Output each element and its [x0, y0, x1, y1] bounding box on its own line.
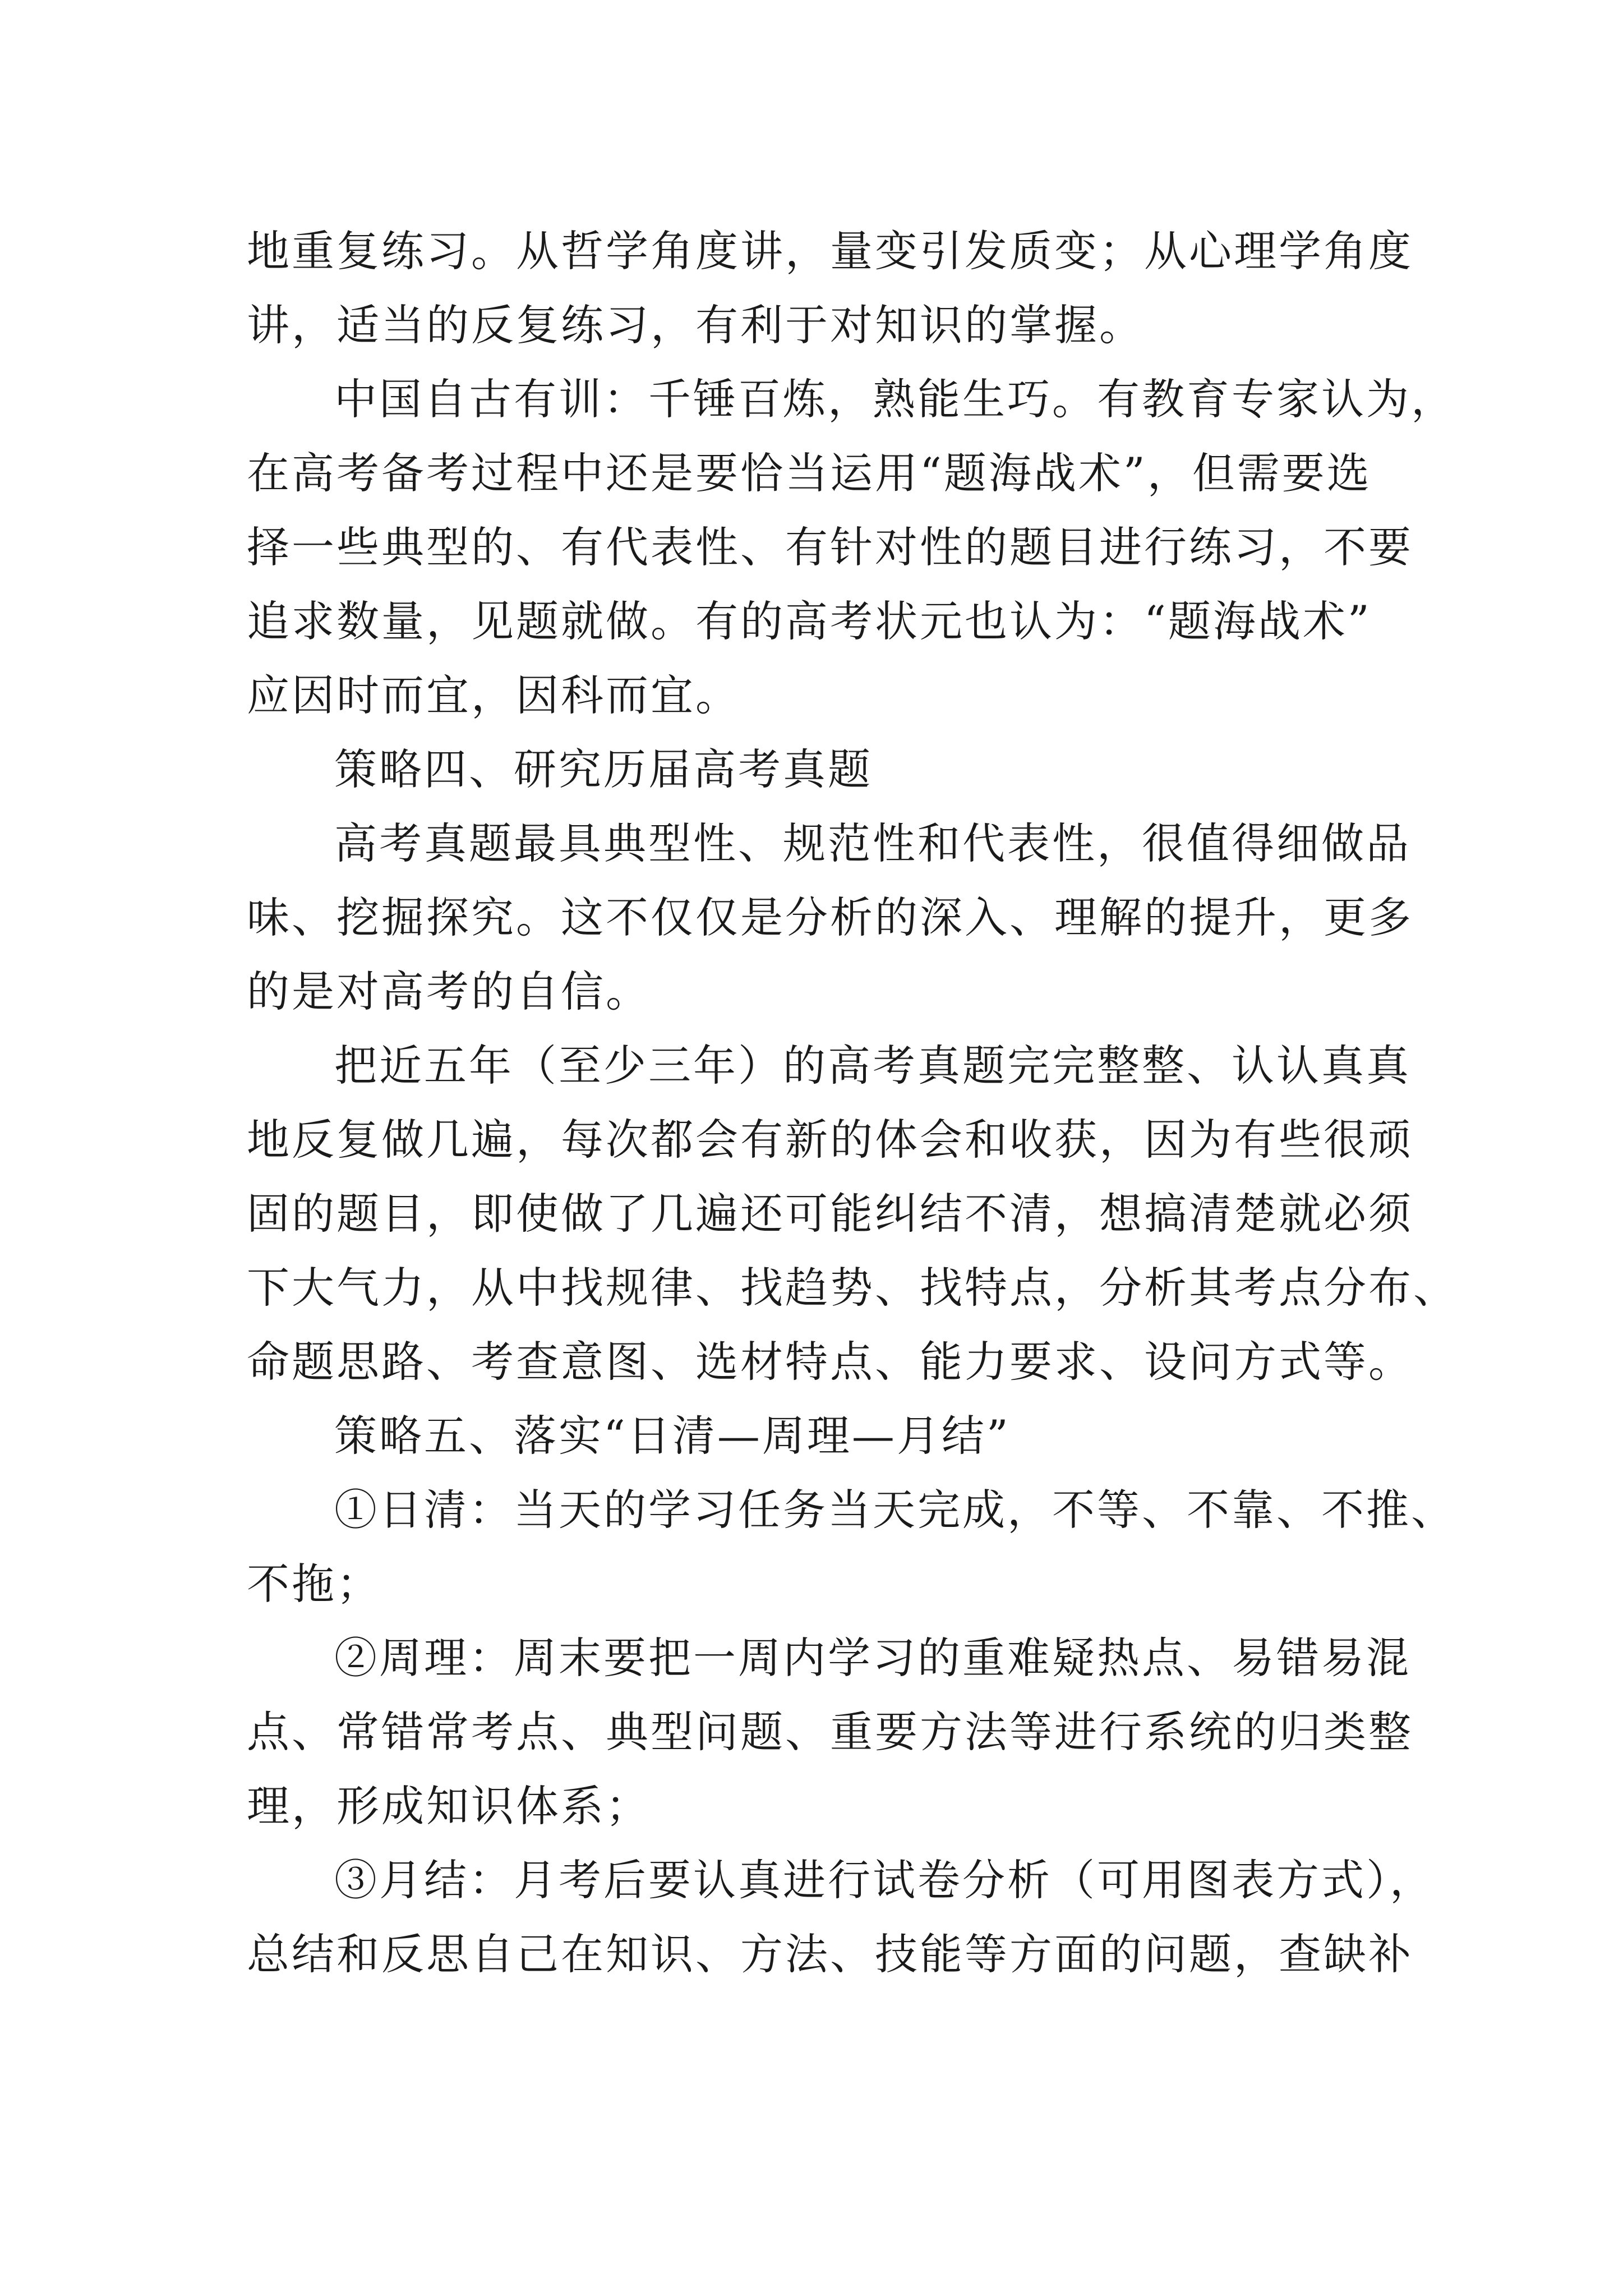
text-line: 总结和反思自己在知识、方法、技能等方面的问题，查缺补: [247, 1929, 1413, 1979]
paragraph-start-line: 把近五年（至少三年）的高考真题完完整整、认认真真: [334, 1041, 1411, 1091]
text-line: 追求数量，见题就做。有的高考状元也认为：“题海战术”: [247, 596, 1372, 646]
text-line: 在高考备考过程中还是要恰当运用“题海战术”，但需要选: [247, 448, 1372, 498]
text-line: 下大气力，从中找规律、找趋势、找特点，分析其考点分布、: [247, 1263, 1458, 1313]
text-line: 味、挖掘探究。这不仅仅是分析的深入、理解的提升，更多: [247, 892, 1413, 942]
text-line: 地反复做几遍，每次都会有新的体会和收获，因为有些很顽: [247, 1115, 1413, 1165]
paragraph-start-line: 高考真题最具典型性、规范性和代表性，很值得细做品: [334, 818, 1411, 868]
section-heading: 策略四、研究历届高考真题: [334, 744, 873, 794]
list-item-daily: ①日清：当天的学习任务当天完成，不等、不靠、不推、: [334, 1485, 1456, 1535]
text-line: 固的题目，即使做了几遍还可能纠结不清，想搞清楚就必须: [247, 1189, 1413, 1239]
text-line: 不拖；: [247, 1559, 381, 1609]
list-item-weekly: ②周理：周末要把一周内学习的重难疑热点、易错易混: [334, 1633, 1411, 1683]
text-line: 点、常错常考点、典型问题、重要方法等进行系统的归类整: [247, 1707, 1413, 1757]
section-heading: 策略五、落实“日清—周理—月结”: [334, 1411, 1011, 1461]
text-line: 讲，适当的反复练习，有利于对知识的掌握。: [247, 300, 1144, 350]
text-line: 命题思路、考查意图、选材特点、能力要求、设问方式等。: [247, 1337, 1413, 1387]
text-line: 地重复练习。从哲学角度讲，量变引发质变；从心理学角度: [247, 226, 1413, 276]
text-line: 的是对高考的自信。: [247, 967, 651, 1016]
list-item-monthly: ③月结：月考后要认真进行试卷分析（可用图表方式），: [334, 1855, 1435, 1905]
paragraph-start-line: 中国自古有训：千锤百炼，熟能生巧。有教育专家认为，: [334, 374, 1456, 424]
text-line: 应因时而宜，因科而宜。: [247, 670, 740, 720]
text-line: 择一些典型的、有代表性、有针对性的题目进行练习，不要: [247, 522, 1413, 572]
document-body: [247, 214, 1458, 1991]
text-line: 理，形成知识体系；: [247, 1781, 651, 1831]
